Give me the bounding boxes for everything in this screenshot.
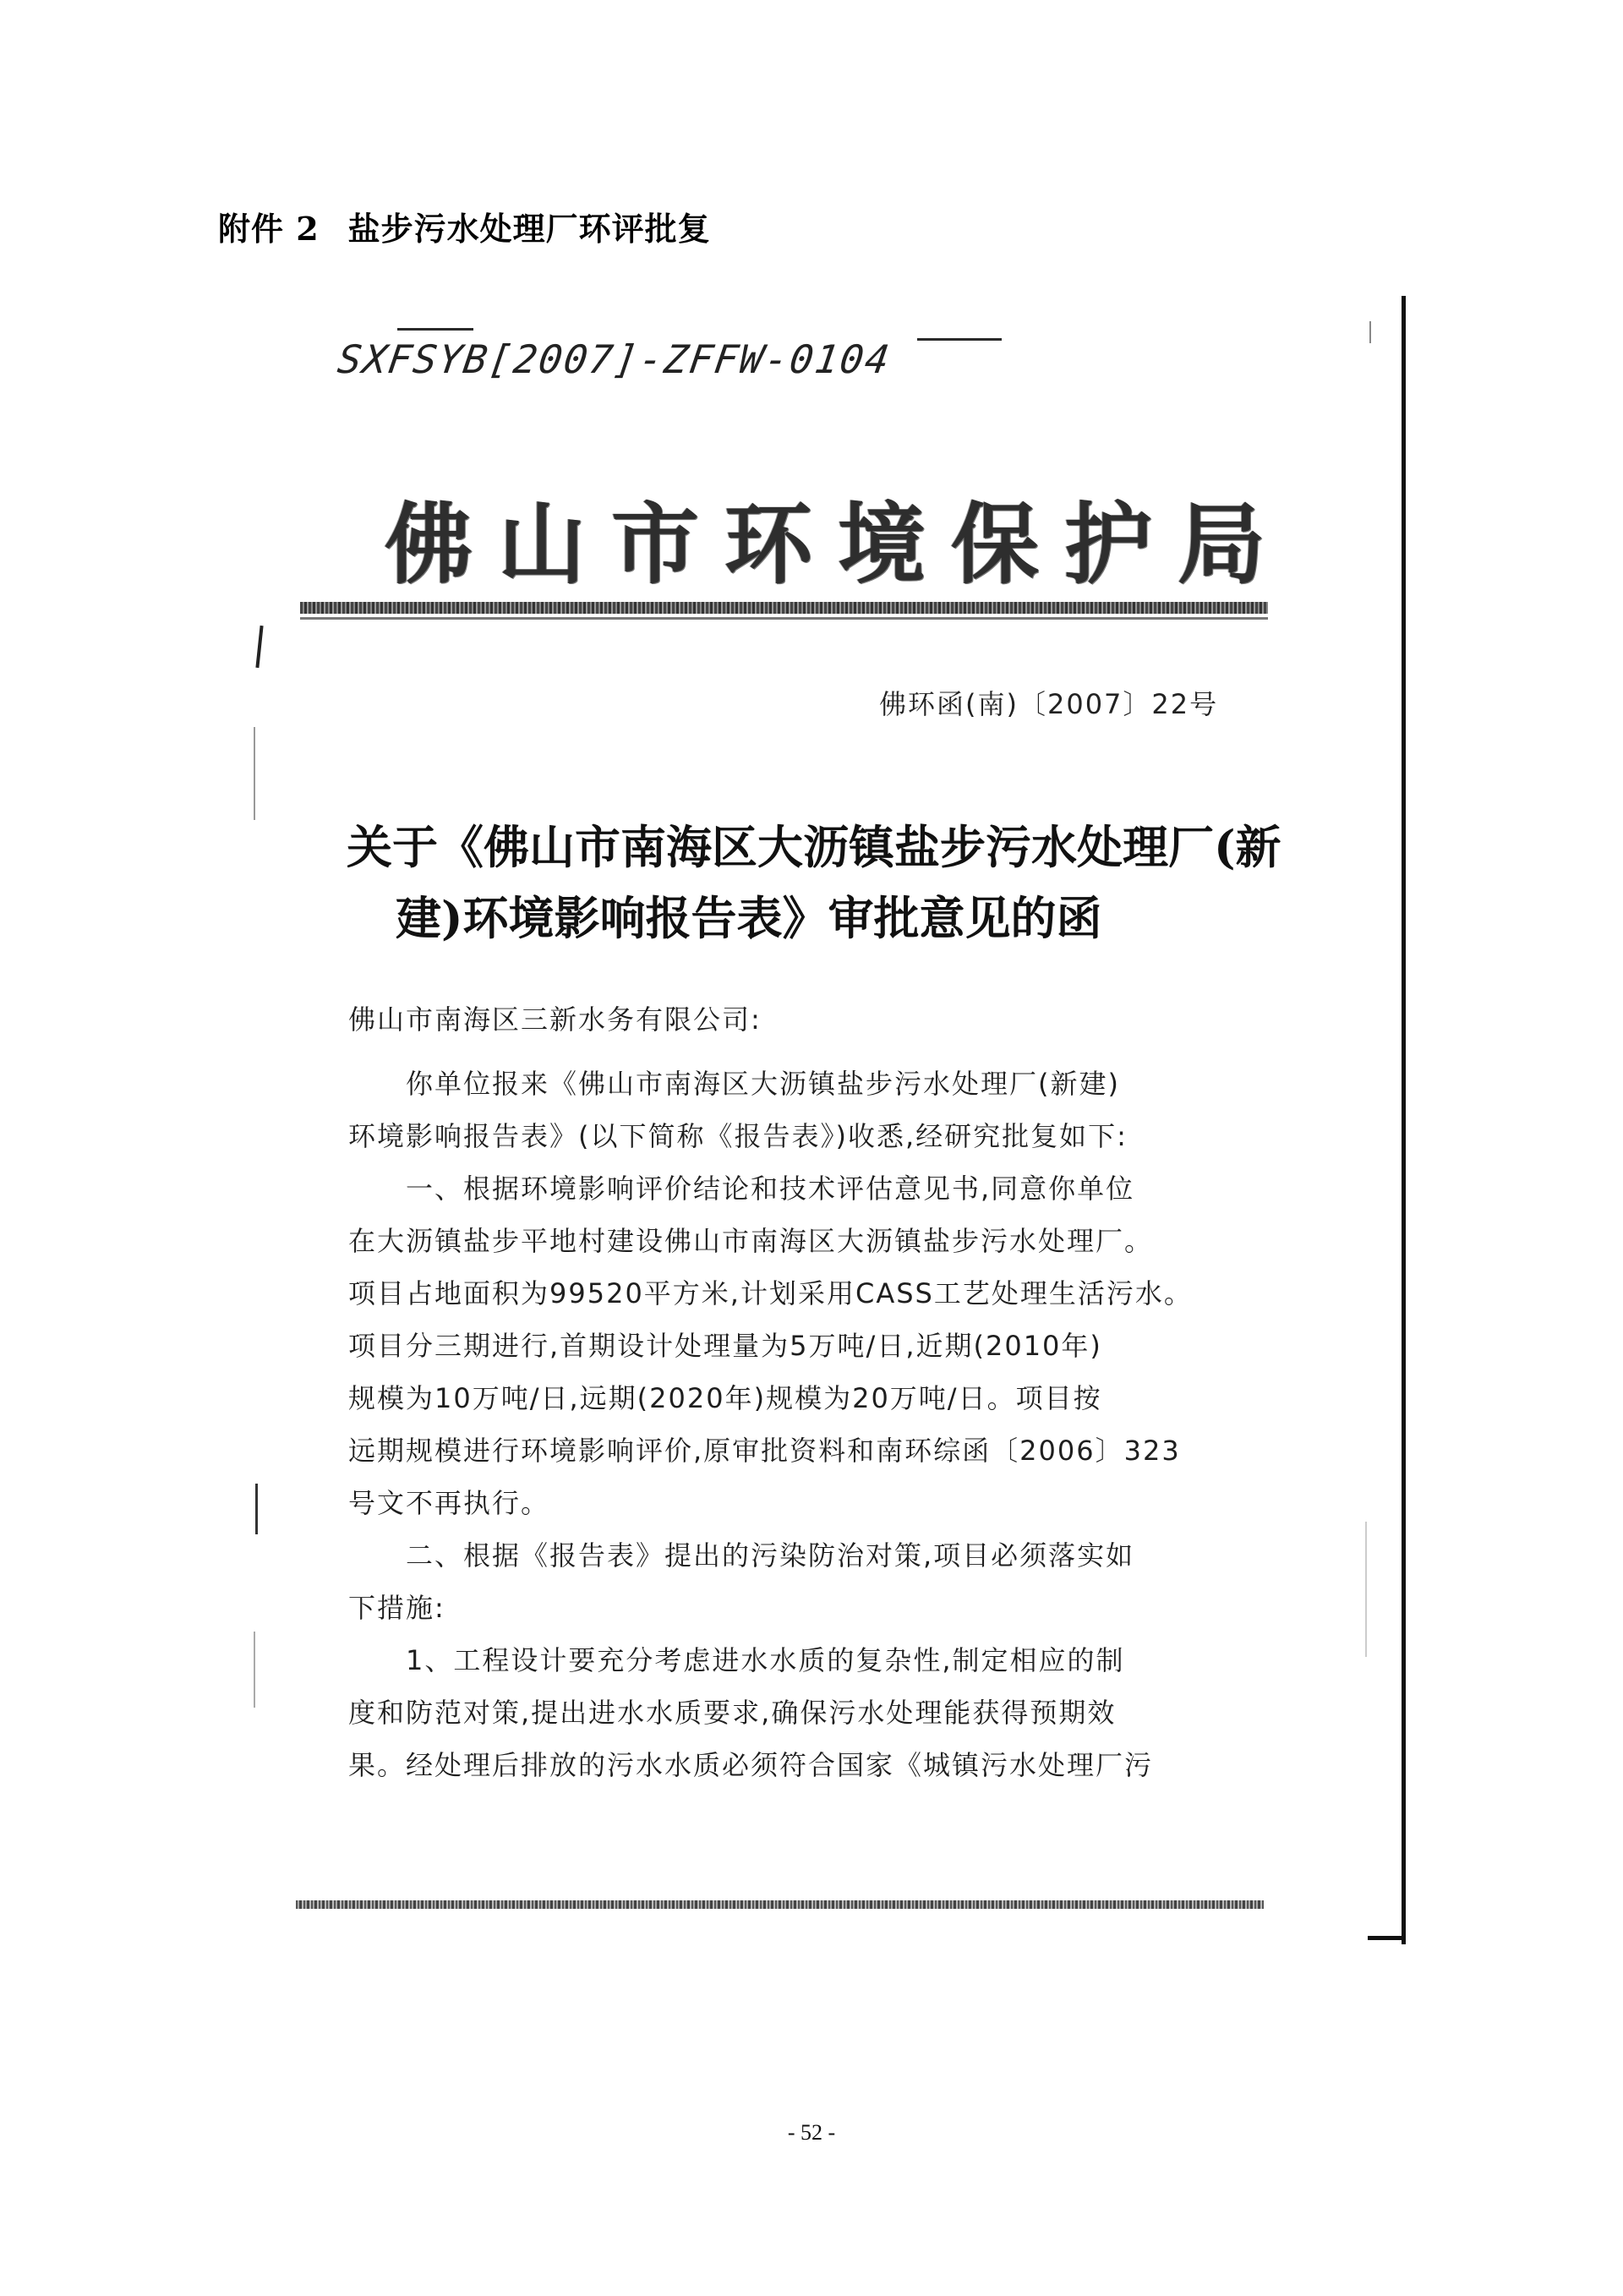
- document-title: [347, 812, 1281, 954]
- body-line: 一、根据环境影响评价结论和技术评估意见书,同意你单位: [348, 1173, 1135, 1205]
- scan-mark-left-3: [255, 1484, 258, 1534]
- scan-mark-left-1: [255, 626, 263, 668]
- body-line: 环境影响报告表》(以下简称《报告表》)收悉,经研究批复如下:: [348, 1120, 1128, 1152]
- scan-mark-top-right: [917, 338, 1002, 341]
- body-line: 项目占地面积为99520平方米,计划采用CASS工艺处理生活污水。: [348, 1277, 1193, 1309]
- body-line: 下措施:: [348, 1592, 445, 1624]
- scan-mark-right-1: [1369, 321, 1371, 343]
- body-line: 号文不再执行。: [348, 1487, 550, 1519]
- body-line: 佛山市南海区三新水务有限公司:: [348, 1003, 762, 1036]
- scan-mark-left-4: [254, 1632, 255, 1708]
- body-line: 1、工程设计要充分考虑进水水质的复杂性,制定相应的制: [348, 1644, 1125, 1676]
- appendix-title: [218, 203, 711, 249]
- document-title-line-1: 关于《佛山市南海区大沥镇盐步污水处理厂(新: [347, 820, 1281, 874]
- scan-mark-left-2: [254, 727, 255, 820]
- scan-right-border: [1402, 296, 1406, 1944]
- letterhead-rule-thin: [300, 617, 1268, 620]
- document-number: 佛环函(南)〔2007〕22号: [879, 688, 1219, 720]
- appendix-label: 附件 2: [218, 210, 320, 248]
- scan-mark-right-2: [1365, 1522, 1367, 1657]
- handwritten-file-code: SXFSYB[2007]-ZFFW-0104: [335, 336, 894, 382]
- document-title-line-2: 建)环境影响报告表》审批意见的函: [396, 891, 1102, 945]
- body-line: 果。经处理后排放的污水水质必须符合国家《城镇污水处理厂污: [348, 1749, 1154, 1781]
- body-line: 二、根据《报告表》提出的污染防治对策,项目必须落实如: [348, 1539, 1135, 1572]
- scan-right-border-foot: [1368, 1936, 1406, 1940]
- letter-body: [348, 993, 1261, 1791]
- scan-mark-top-left: [397, 328, 473, 331]
- letterhead-rule: [300, 602, 1268, 614]
- body-line: 你单位报来《佛山市南海区大沥镇盐步污水处理厂(新建): [348, 1068, 1120, 1100]
- body-line: 在大沥镇盐步平地村建设佛山市南海区大沥镇盐步污水处理厂。: [348, 1225, 1154, 1257]
- body-line: 远期规模进行环境影响评价,原审批资料和南环综函〔2006〕323: [348, 1435, 1181, 1467]
- scan-footer-rule: [296, 1900, 1264, 1909]
- agency-letterhead: 佛山市环境保护局: [385, 492, 1292, 596]
- appendix-heading: 盐步污水处理厂环评批复: [347, 210, 711, 248]
- page-number: - 52 -: [787, 2120, 836, 2145]
- body-line: 项目分三期进行,首期设计处理量为5万吨/日,近期(2010年): [348, 1330, 1102, 1362]
- body-line: 规模为10万吨/日,远期(2020年)规模为20万吨/日。项目按: [348, 1382, 1102, 1414]
- body-line: 度和防范对策,提出进水水质要求,确保污水处理能获得预期效: [348, 1697, 1117, 1729]
